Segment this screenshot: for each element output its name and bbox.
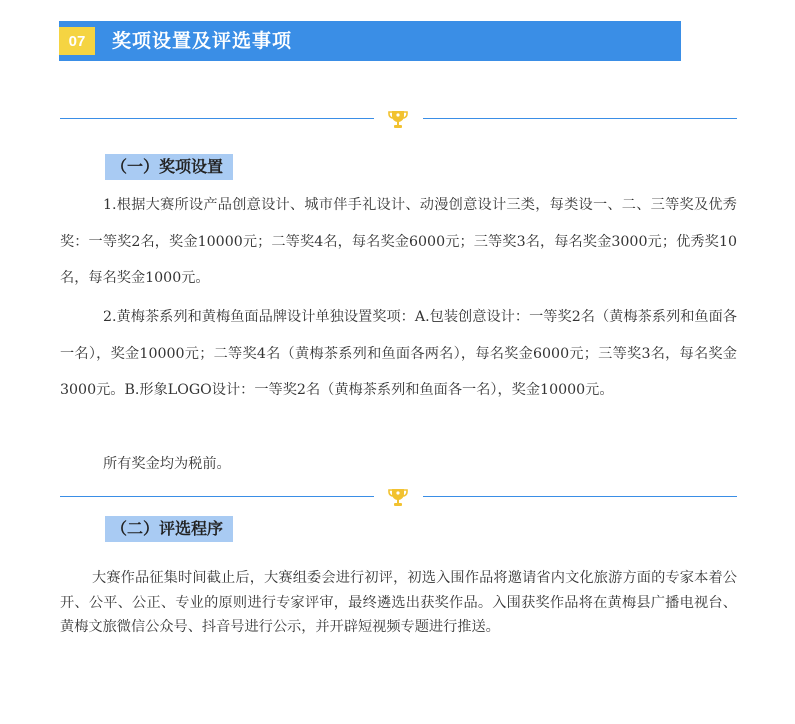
section-number-badge: 07 <box>59 27 95 55</box>
section-title: 奖项设置及评选事项 <box>112 30 293 52</box>
selection-process-heading: （二）评选程序 <box>105 516 233 542</box>
divider-line-left <box>60 118 374 119</box>
divider-top <box>60 108 737 130</box>
trophy-icon <box>387 486 409 508</box>
divider-line-left <box>60 496 374 497</box>
award-paragraph-1: 1.根据大赛所设产品创意设计、城市伴手礼设计、动漫创意设计三类，每类设一、二、三等奖及优秀奖：一等奖2名，奖金10000元；二等奖4名，每名奖金6000元；三等奖3名，每名奖金3000元；优秀奖10名，每名奖金1000元。 <box>60 197 737 286</box>
trophy-icon <box>387 108 409 130</box>
divider-line-right <box>423 118 737 119</box>
award-settings-heading: （一）奖项设置 <box>105 154 233 180</box>
selection-paragraph: 大赛作品征集时间截止后，大赛组委会进行初评，初选入围作品将邀请省内文化旅游方面的专家本着公开、公平、公正、专业的原则进行专家评审，最终遴选出获奖作品。入围获奖作品将在黄梅县广播电视台、黄梅文旅微信公众号、抖音号进行公示，并开辟短视频专题进行推送。 <box>60 570 737 635</box>
divider-line-right <box>423 496 737 497</box>
award-tax-note: 所有奖金均为税前。 <box>103 456 231 472</box>
divider-middle <box>60 486 737 508</box>
award-paragraph-2: 2.黄梅茶系列和黄梅鱼面品牌设计单独设置奖项：A.包装创意设计：一等奖2名（黄梅茶系列和鱼面各一名），奖金10000元；二等奖4名（黄梅茶系列和鱼面各两名），每名奖金6000元；三等奖3名，每名奖金3000元。B.形象LOGO设计：一等奖2名（黄梅茶系列和鱼面各一名），奖金10000元。 <box>60 309 737 398</box>
